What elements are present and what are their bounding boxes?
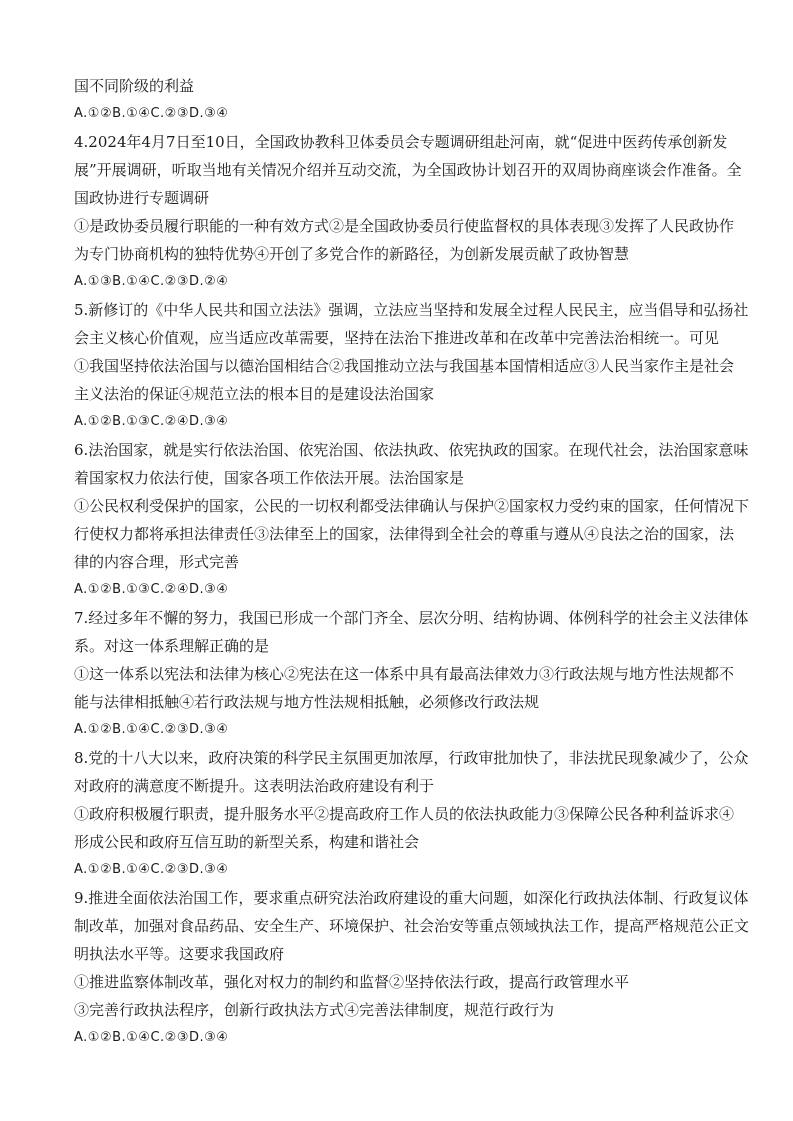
question-4-stem: 展”开展调研，听取当地有关情况介绍并互动交流，为全国政协计划召开的双周协商座谈会作准备。全	[74, 161, 742, 179]
question-8-statements: ①政府积极履行职责，提升服务水平②提高政府工作人员的依法执政能力③保障公民各种利益诉求④	[74, 805, 735, 823]
question-5-statements: 主义法治的保证④规范立法的根本目的是建设法治国家	[74, 385, 435, 403]
question-4-options: A.①③B.①④C.②③D.②④	[74, 274, 229, 289]
question-8-statements: 形成公民和政府互信互助的新型关系，构建和谐社会	[74, 833, 420, 851]
question-7-stem: 7.经过多年不懈的努力，我国已形成一个部门齐全、层次分明、结构协调、体例科学的社会主义法律体	[74, 609, 749, 627]
question-8-stem: 8.党的十八大以来，政府决策的科学民主氛围更加浓厚，行政审批加快了，非法扰民现象减少了，公众	[74, 749, 749, 767]
question-4-stem: 4.2024年4月7日至10日，全国政协教科卫体委员会专题调研组赴河南，就“促进中医药传承创新发	[74, 133, 728, 151]
exam-page	[74, 72, 750, 1052]
question-7-statements: ①这一体系以宪法和法律为核心②宪法在这一体系中具有最高法律效力③行政法规与地方性法规都不	[74, 665, 735, 683]
question-6-stem: 着国家权力依法行使，国家各项工作依法开展。法治国家是	[74, 469, 465, 487]
question-7-stem: 系。对这一体系理解正确的是	[74, 637, 270, 655]
question-9-stem: 明执法水平等。这要求我国政府	[74, 945, 285, 963]
question-7-options: A.①②B.①④C.②③D.③④	[74, 722, 229, 737]
question-4-statements: 为专门协商机构的独特优势④开创了多党合作的新路径，为创新发展贡献了政协智慧	[74, 245, 630, 263]
question-6-statements: 行使权力都将承担法律责任③法律至上的国家，法律得到全社会的尊重与遵从④良法之治的国家，法	[74, 525, 735, 543]
question-4-stem: 国政协进行专题调研	[74, 189, 210, 207]
question-7-statements: 能与法律相抵触④若行政法规与地方性法规相抵触，必须修改行政法规	[74, 693, 540, 711]
question-5-stem: 5.新修订的《中华人民共和国立法法》强调，立法应当坚持和发展全过程人民民主，应当倡导和弘扬社	[74, 301, 749, 319]
question-6-statements: 律的内容合理，形式完善	[74, 553, 240, 571]
question-3-stem-tail: 国不同阶级的利益	[74, 77, 195, 95]
question-9-statements: ③完善行政执法程序，创新行政执法方式④完善法律制度，规范行政行为	[74, 1001, 555, 1019]
question-6-stem: 6.法治国家，就是实行依法治国、依宪治国、依法执政、依宪执政的国家。在现代社会，法治国家意味	[74, 441, 749, 459]
question-3-options: A.①②B.①④C.②③D.③④	[74, 106, 229, 121]
question-8-stem: 对政府的满意度不断提升。这表明法治政府建设有利于	[74, 777, 435, 795]
question-9-stem: 9.推进全面依法治国工作，要求重点研究法治政府建设的重大问题，如深化行政执法体制、行政复议体	[74, 889, 749, 907]
question-9-stem: 制改革，加强对食品药品、安全生产、环境保护、社会治安等重点领域执法工作，提高严格规范公正文	[74, 917, 750, 935]
question-6-statements: ①公民权利受保护的国家，公民的一切权利都受法律确认与保护②国家权力受约束的国家，任何情况下	[74, 497, 750, 515]
question-5-stem: 会主义核心价值观，应当适应改革需要，坚持在法治下推进改革和在改革中完善法治相统一。可见	[74, 329, 720, 347]
question-4-statements: ①是政协委员履行职能的一种有效方式②是全国政协委员行使监督权的具体表现③发挥了人民政协作	[74, 217, 735, 235]
question-8-options: A.①②B.①④C.②③D.③④	[74, 862, 229, 877]
question-6-options: A.①②B.①③C.②④D.③④	[74, 582, 229, 597]
question-5-options: A.①②B.①③C.②④D.③④	[74, 414, 229, 429]
question-5-statements: ①我国坚持依法治国与以德治国相结合②我国推动立法与我国基本国情相适应③人民当家作主是社会	[74, 357, 735, 375]
question-9-options: A.①②B.①④C.②③D.③④	[74, 1030, 229, 1045]
question-9-statements: ①推进监察体制改革，强化对权力的制约和监督②坚持依法行政，提高行政管理水平	[74, 973, 630, 991]
